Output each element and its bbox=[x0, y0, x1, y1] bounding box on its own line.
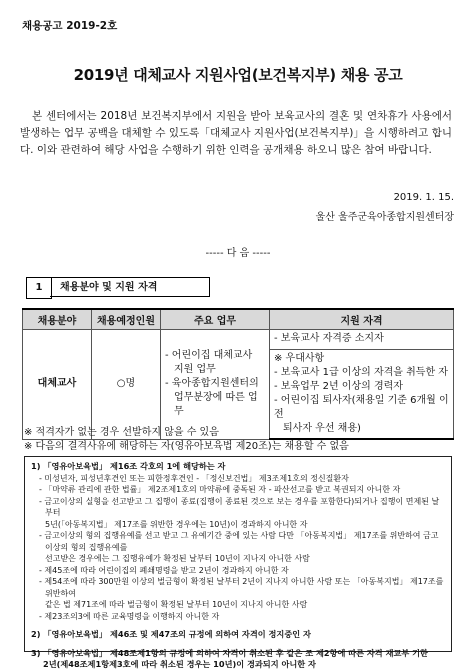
disq-heading-3-cont: 2년(제48조제1항제3호에 따라 취소된 경우는 10년)이 경과되지 아니한 자 bbox=[43, 659, 316, 669]
cell-count: ○명 bbox=[92, 330, 161, 440]
disq-item: - 금고이상의 형의 집행유예를 선고 받고 그 유예기간 중에 있는 사람 다만 「아동복지법」 제17조를 위반하여 금고 이상의 형의 집행유예를 bbox=[39, 531, 439, 552]
divider-text: ----- 다 음 ----- bbox=[205, 248, 271, 259]
disqualification-box bbox=[24, 456, 452, 669]
cell-qualification-required: - 보육교사 자격증 소지자 bbox=[270, 330, 454, 350]
table-header-row bbox=[23, 309, 454, 330]
header-qualification: 지원 자격 bbox=[270, 309, 454, 330]
header-duty: 주요 업무 bbox=[161, 309, 270, 330]
intro-text bbox=[20, 108, 452, 159]
duty-2-cont: 업무분장에 따른 업무 bbox=[174, 392, 258, 418]
disq-item: - 제23조의3에 따른 교육명령을 이행하지 아니한 자 bbox=[39, 611, 220, 621]
disq-heading-2: 2) 「영유아보육법」 제46조 및 제47조의 규정에 의하여 자격이 정지중인 자 bbox=[31, 629, 311, 639]
section-title: 채용분야 및 지원 자격 bbox=[50, 277, 210, 297]
disq-item: - 제45조에 따라 어린이집의 폐쇄명령을 받고 2년이 경과하지 아니한 자 bbox=[39, 565, 289, 575]
disq-item: - 금고이상의 실형을 선고받고 그 집행이 종료(집행이 종료된 것으로 보는 경우를 포함한다)되거나 집행이 면제된 날부터 bbox=[39, 496, 440, 517]
disq-item: - 미성년자, 피성년후견인 또는 피한정후견인 - 「정신보건법」 제3조제1호의 정신질환자 bbox=[39, 473, 349, 483]
pref-title: ※ 우대사항 bbox=[274, 353, 325, 364]
header-field: 채용분야 bbox=[23, 309, 92, 330]
center-name: 울산 울주군육아종합지원센터장 bbox=[315, 212, 454, 223]
intro-paragraph: 본 센터에서는 2018년 보건복지부에서 지원을 받아 보육교사의 결혼 및 연차휴가 사용에서 발생하는 업무 공백을 대체할 수 있도록「대체교사 지원사업(보건복지부)」을 시행하려고 합니다. 이와 관련하여 해당 사업을 수행하기 위한 인력을 공개채용 하오니 많은 참여 바랍니다. bbox=[20, 110, 452, 156]
note-2: ※ 다음의 결격사유에 해당하는 자(영유아보육법 제20조)는 채용할 수 없음 bbox=[24, 441, 349, 452]
duty-1: - 어린이집 대체교사 bbox=[165, 350, 253, 362]
recruitment-table bbox=[22, 308, 454, 440]
disq-item: - 「마약류 관리에 관한 법률」 제2조제1호의 마약류에 중독된 자 - 파산선고를 받고 복권되지 아니한 자 bbox=[39, 485, 401, 494]
duty-2: - 육아종합지원센터의 bbox=[165, 378, 259, 390]
disq-item-cont: 선고받은 경우에는 그 집행유예가 확정된 날부터 10년이 지나지 아니한 사람 bbox=[45, 554, 310, 563]
pref-3-cont: 퇴사자 우선 채용) bbox=[283, 423, 361, 434]
note-1: ※ 적격자가 없는 경우 선발하지 않을 수 있음 bbox=[24, 427, 219, 438]
header-count: 채용예정인원 bbox=[92, 309, 161, 330]
cell-duty bbox=[161, 330, 270, 440]
table-row bbox=[23, 330, 454, 350]
pref-3: - 어린이집 퇴사자(채용일 기준 6개월 이전 bbox=[274, 395, 449, 420]
pref-1: - 보육교사 1급 이상의 자격을 취득한 자 bbox=[274, 367, 448, 378]
duty-1-cont: 지원 업무 bbox=[174, 364, 216, 376]
disq-item-cont: 같은 법 제71조에 따라 벌금형이 확정된 날부터 10년이 지나지 아니한 사람 bbox=[45, 600, 308, 609]
disq-heading-3: 3) 「영유아보육법」 제48조제1항의 규정에 의하여 자격이 취소된 후 같은 조 제2항에 따른 자격 재교부 기한 bbox=[31, 647, 428, 658]
pref-2: - 보육업무 2년 이상의 경력자 bbox=[274, 381, 403, 392]
cell-field: 대체교사 bbox=[23, 330, 92, 440]
page-title: 2019년 대체교사 지원사업(보건복지부) 채용 공고 bbox=[73, 66, 403, 84]
section-number: 1 bbox=[26, 277, 52, 299]
notice-date: 2019. 1. 15. bbox=[393, 192, 454, 203]
notes bbox=[24, 426, 349, 454]
disq-heading-1: 1) 「영유아보육법」 제16조 각호의 1에 해당하는 자 bbox=[31, 461, 226, 471]
notice-number: 채용공고 2019-2호 bbox=[22, 20, 118, 32]
disq-item-cont: 5년(「아동복지법」 제17조를 위반한 경우에는 10년)이 경과하지 아니한 자 bbox=[45, 519, 308, 529]
disq-item: - 제54조에 따라 300만원 이상의 벌금형이 확정된 날부터 2년이 지나지 아니한 사람 또는 「아동복지법」 제17조를 위반하여 bbox=[39, 577, 444, 598]
